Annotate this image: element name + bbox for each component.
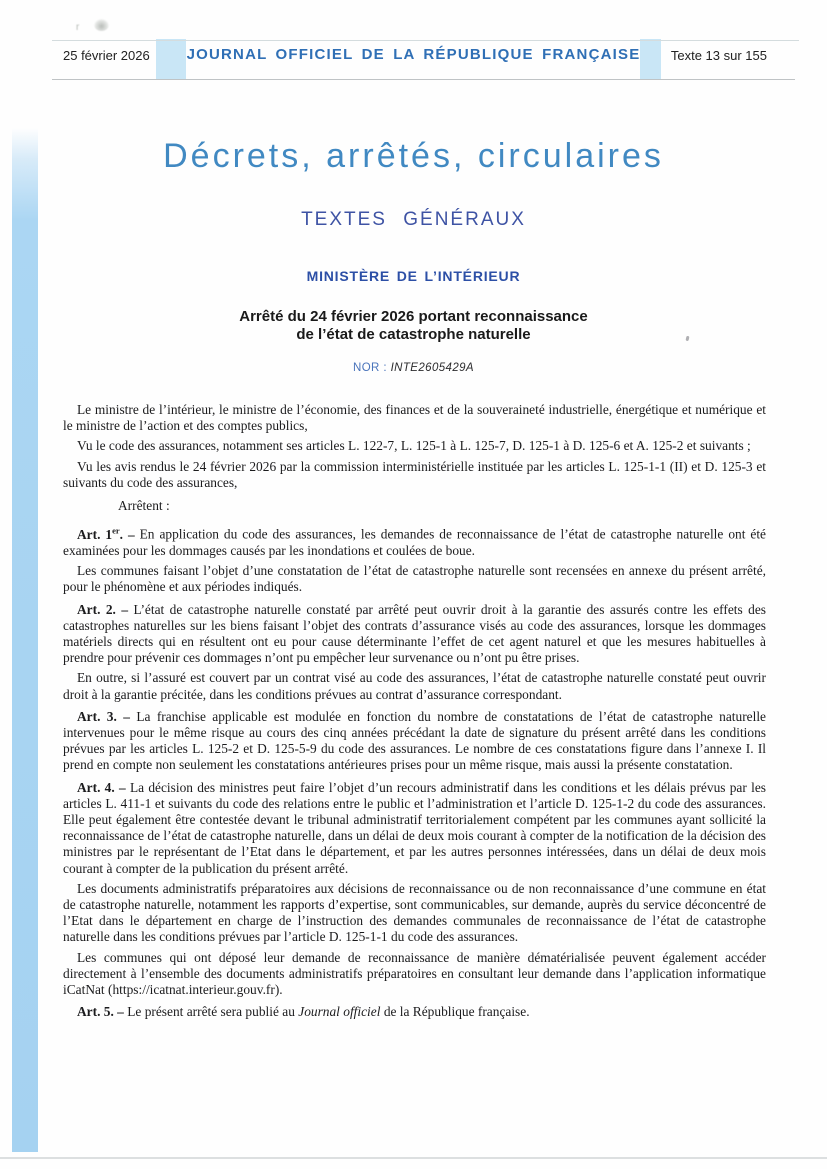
section-title: TEXTES GÉNÉRAUX (301, 209, 526, 230)
article-4-label: Art. 4. – (77, 779, 126, 795)
decree-title (0, 308, 827, 344)
document-main-title: Décrets, arrêtés, circulaires (163, 137, 664, 175)
article-2-label: Art. 2. – (77, 601, 129, 617)
article-5-text-before: Le présent arrêté sera publié au (127, 1004, 295, 1020)
article-2-paragraph-2: En outre, si l’assuré est couvert par un contrat visé au code des assurances, l’état de catastrophe naturelle constaté peut ouvrir droit à la garantie précitée, dans les conditions prévues au contrat d’assurance correspondant. (63, 670, 766, 702)
preamble-paragraph: Vu le code des assurances, notamment ses articles L. 122-7, L. 125-1 à L. 125-7, D. 125-1 à D. 125-6 et A. 125-2 et suivants ; (77, 438, 751, 454)
article-4 (63, 780, 766, 877)
article-2-text: L’état de catastrophe naturelle constaté par arrêté peut ouvrir droit à la garantie des assurés contre les effets des catastrophes naturelles sur les biens faisant l’objet des contrats d’assurance visés au code des assurances, lorsque les dommages matériels directs qui en résultent ont eu pour cause déterminante l’effet de cet agent naturel et que les mesures habituelles à prendre pour prévenir ces dommages n’ont pu empêcher leur survenance ou n’ont pu être prises. (63, 601, 767, 666)
article-5-label: Art. 5. – (77, 1004, 124, 1020)
article-4-paragraph-2: Les documents administratifs préparatoires aux décisions de reconnaissance ou de non reconnaissance d’une commune en état de catastrophe naturelle, notamment les rapports d’expertise, sont communicables, sur demande, auprès du service déconcentré de l’Etat dans le département en charge de l’instruction des demandes communales de reconnaissance de l’état de catastrophe naturelle dans les conditions prévues par l’article D. 125-1-1 du code des assurances. (63, 880, 766, 945)
article-5-text-after: de la République française. (383, 1004, 530, 1020)
article-1-paragraph-2: Les communes faisant l’objet d’une constatation de l’état de catastrophe naturelle sont recensées en annexe du présent arrêté, pour le phénomène et aux périodes indiqués. (63, 563, 766, 595)
decree-title-line1: Arrêté du 24 février 2026 portant reconnaissance (239, 308, 588, 325)
article-3 (63, 709, 766, 774)
nor-label: NOR : (353, 362, 387, 374)
article-3-label: Art. 3. – (77, 708, 130, 724)
article-1 (63, 522, 766, 559)
decree-title-line2: de l’état de catastrophe naturelle (296, 326, 531, 343)
article-4-text: La décision des ministres peut faire l’objet d’un recours administratif dans les conditions et les délais prévus par les articles L. 411-1 et suivants du code des relations entre le public et l’administration et l’article D. 125-1-2 du code des assurances. Elle peut également être contestée devant le tribunal administratif territorialement compétent par les communes ayant sollicité la reconnaissance de l’état de catastrophe naturelle, dans un délai de deux mois courant à compter de la notification de la décision des ministres par le représentant de l’Etat dans le département, et par les autres personnes intéressées, dans un délai de deux mois courant à compter de la publication du présent arrêté. (63, 779, 766, 876)
header-date: 25 février 2026 (63, 48, 150, 63)
nor-line (0, 362, 827, 374)
scan-smudge-icon: r (76, 22, 80, 33)
article-5 (63, 1004, 766, 1020)
article-4-paragraph-3: Les communes qui ont déposé leur demande de reconnaissance de manière dématérialisée peuvent également accéder directement à l’ensemble des documents administratifs préparatoires en consultant leur demande dans l’application informatique iCatNat (https://icatnat.interieur.gouv.fr). (63, 949, 766, 997)
enacting-formula: Arrêtent : (118, 498, 170, 514)
preamble-paragraph: Vu les avis rendus le 24 février 2026 par la commission interministérielle instituée par les articles L. 125-1-1 (II) et D. 125-3 et suivants du code des assurances, (63, 458, 766, 490)
preamble-paragraph: Le ministre de l’intérieur, le ministre de l’économie, des finances et de la souveraineté industrielle, énergétique et numérique et le ministre de l’action et des comptes publics, (63, 402, 766, 434)
decree-body (63, 402, 766, 1024)
header-bottom-rule (52, 79, 795, 80)
scan-smudge-icon (94, 19, 109, 31)
ministry-title: MINISTÈRE DE L’INTÉRIEUR (306, 268, 521, 284)
article-3-text: La franchise applicable est modulée en fonction du nombre de constatations de l’état de catastrophe naturelle intervenues pour le même risque au cours des cinq années précédant la date de signature du présent arrêté dans les conditions prévues par les articles L. 125-2 et D. 125-5-9 du code des assurances. Le nombre de ces constatations figure dans l’annexe I. Il prend en compte non seulement les constatations antérieures prises pour un même risque, mais aussi la présente constatation. (63, 708, 766, 773)
header-texte-number: Texte 13 sur 155 (670, 48, 767, 63)
nor-value: INTE2605429A (390, 362, 474, 374)
article-1-text: En application du code des assurances, les demandes de reconnaissance de l’état de catastrophe naturelle ont été examinées pour les dommages causés par les inondations et coulées de boue. (63, 526, 766, 558)
article-5-journal-officiel: Journal officiel (298, 1004, 381, 1020)
header-journal-title: JOURNAL OFFICIEL DE LA RÉPUBLIQUE FRANÇAISE (186, 46, 641, 63)
header-top-rule (52, 40, 799, 41)
article-2 (63, 602, 766, 667)
article-1-label: Art. 1er. – (77, 525, 135, 542)
page-bottom-rule (0, 1157, 827, 1159)
